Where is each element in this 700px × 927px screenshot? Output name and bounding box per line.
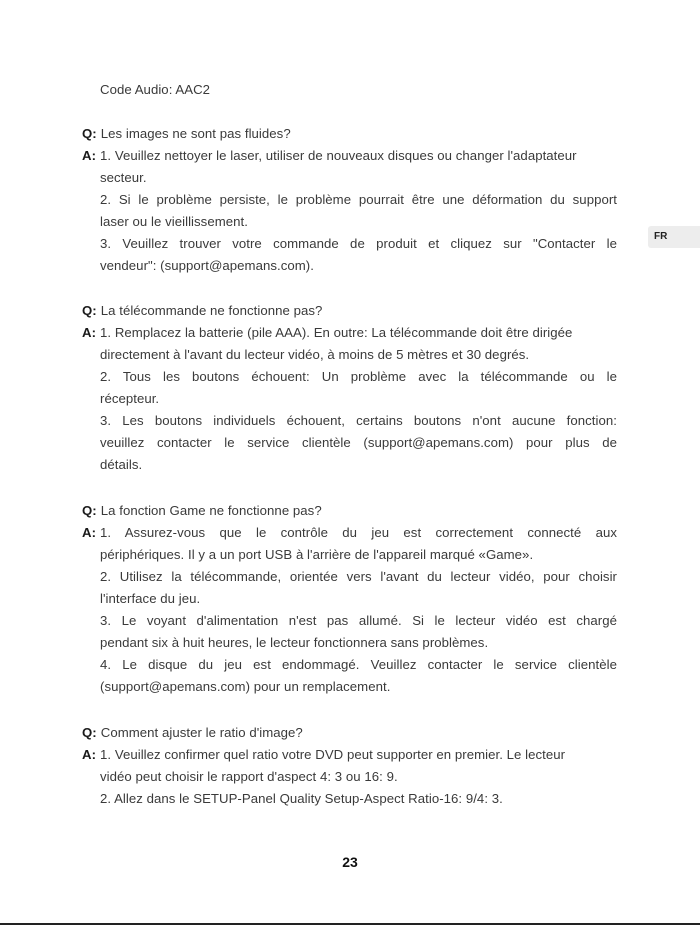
faq-1-answer-line-1: [82, 145, 577, 167]
bottom-divider: [0, 923, 700, 925]
faq-1-answer-line-2: secteur.: [100, 170, 147, 185]
faq-3-answer-line-4: l'interface du jeu.: [100, 591, 201, 606]
q-label: Q:: [82, 725, 97, 740]
faq-3-answer-line-7: 4. Le disque du jeu est endommagé. Veuillez contacter le service clientèle: [100, 657, 617, 672]
faq-2-answer-line-2: directement à l'avant du lecteur vidéo, à moins de 5 mètres et 30 degrés.: [100, 347, 530, 362]
language-tab-fr: FR: [648, 226, 700, 248]
faq-2-answer-line-6: veuillez contacter le service clientèle (support@apemans.com) pour plus de: [100, 435, 617, 450]
a-label: A:: [82, 325, 97, 340]
faq-1-answer-line-4: laser ou le vieillissement.: [100, 214, 248, 229]
faq-4-question: [82, 722, 303, 744]
faq-3-answer-line-3: 2. Utilisez la télécommande, orientée vers l'avant du lecteur vidéo, pour choisir: [100, 569, 617, 584]
faq-1-answer-line-6: vendeur": (support@apemans.com).: [100, 258, 314, 273]
faq-3-answer-line-5: 3. Le voyant d'alimentation n'est pas allumé. Si le lecteur vidéo est chargé: [100, 613, 617, 628]
faq-4-answer-line-1: [82, 744, 565, 766]
question-text: La télécommande ne fonctionne pas?: [100, 303, 323, 318]
faq-3-answer-line-2: périphériques. Il y a un port USB à l'arrière de l'appareil marqué «Game».: [100, 547, 534, 562]
faq-2-answer-line-4: récepteur.: [100, 391, 160, 406]
a-label: A:: [82, 148, 97, 163]
faq-1-answer-line-5: 3. Veuillez trouver votre commande de produit et cliquez sur "Contacter le: [100, 236, 617, 251]
question-text: Les images ne sont pas fluides?: [100, 126, 291, 141]
q-label: Q:: [82, 126, 97, 141]
faq-2-answer-line-1: [82, 322, 572, 344]
question-text: La fonction Game ne fonctionne pas?: [100, 503, 322, 518]
q-label: Q:: [82, 303, 97, 318]
faq-3-question: [82, 500, 322, 522]
faq-3-answer-line-1: [82, 522, 617, 544]
a-label: A:: [82, 747, 97, 762]
faq-2-question: [82, 300, 322, 322]
answer-text: 1. Veuillez nettoyer le laser, utiliser de nouveaux disques ou changer l'adaptateur: [100, 148, 577, 163]
faq-2-answer-line-7: détails.: [100, 457, 143, 472]
a-label: A:: [82, 525, 97, 540]
faq-4-answer-line-2: vidéo peut choisir le rapport d'aspect 4: 3 ou 16: 9.: [100, 769, 398, 784]
page-number: 23: [342, 854, 358, 870]
faq-2-answer-line-5: 3. Les boutons individuels échouent, certains boutons n'ont aucune fonction:: [100, 413, 617, 428]
answer-text: 1. Assurez-vous que le contrôle du jeu est correctement connecté aux: [100, 525, 617, 540]
faq-2-answer-line-3: 2. Tous les boutons échouent: Un problème avec la télécommande ou le: [100, 369, 617, 384]
question-text: Comment ajuster le ratio d'image?: [100, 725, 303, 740]
q-label: Q:: [82, 503, 97, 518]
faq-1-question: [82, 123, 291, 145]
faq-1-answer-line-3: 2. Si le problème persiste, le problème pourrait être une déformation du support: [100, 192, 617, 207]
faq-3-answer-line-8: (support@apemans.com) pour un remplacement.: [100, 679, 391, 694]
answer-text: 1. Veuillez confirmer quel ratio votre DVD peut supporter en premier. Le lecteur: [100, 747, 566, 762]
faq-3-answer-line-6: pendant six à huit heures, le lecteur fonctionnera sans problèmes.: [100, 635, 489, 650]
answer-text: 1. Remplacez la batterie (pile AAA). En outre: La télécommande doit être dirigée: [100, 325, 573, 340]
faq-4-answer-line-3: 2. Allez dans le SETUP-Panel Quality Setup-Aspect Ratio-16: 9/4: 3.: [100, 791, 503, 806]
intro-line: Code Audio: AAC2: [100, 82, 211, 97]
